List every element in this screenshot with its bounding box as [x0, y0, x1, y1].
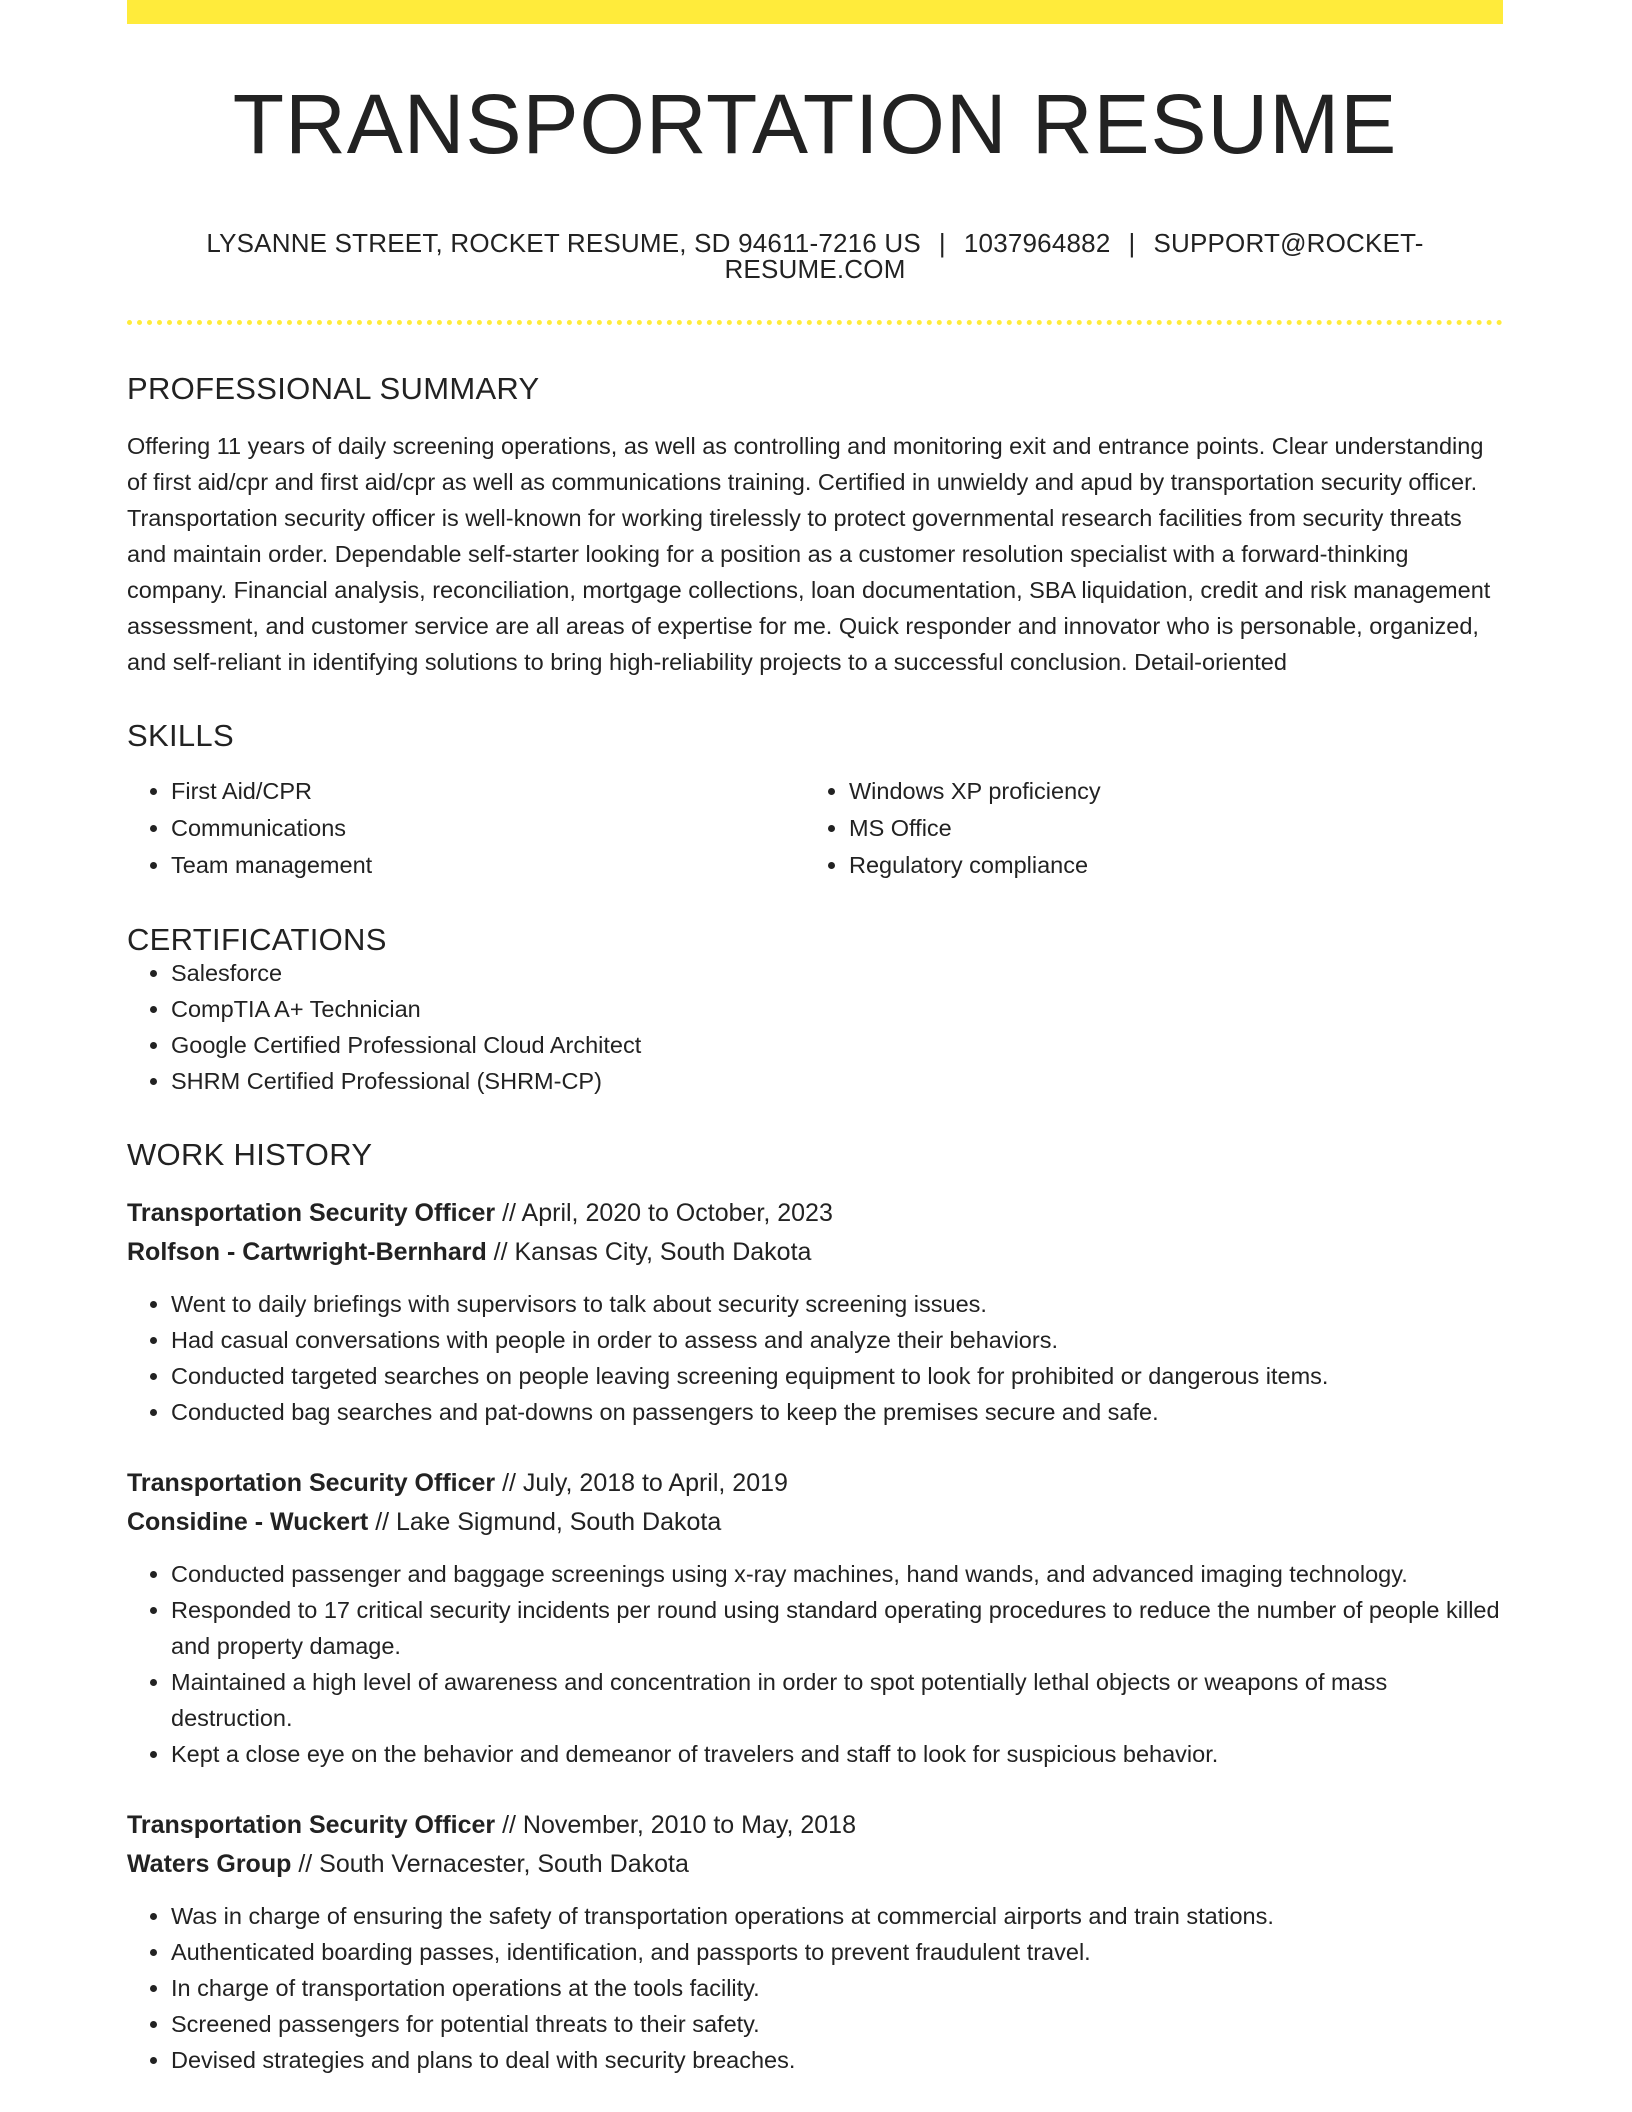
contact-separator: | — [938, 228, 946, 258]
summary-heading: PROFESSIONAL SUMMARY — [127, 371, 540, 406]
job-entry — [127, 1464, 1503, 1772]
job-location: // Lake Sigmund, South Dakota — [368, 1508, 722, 1536]
job-bullet: • Conducted passenger and baggage screenings using x-ray machines, hand wands, and advanced imaging technology. — [171, 1556, 1503, 1592]
skills-heading: SKILLS — [127, 718, 234, 753]
job-company: Considine - Wuckert — [127, 1508, 369, 1536]
job-bullet: • Maintained a high level of awareness and concentration in order to spot potentially lethal objects or weapons of mass destruction. — [171, 1664, 1503, 1736]
job-title-line — [127, 1194, 1503, 1233]
contact-line — [127, 230, 1503, 282]
certification-item: • SHRM Certified Professional (SHRM-CP) — [171, 1063, 1503, 1099]
job-bullet: • Conducted targeted searches on people leaving screening equipment to look for prohibited or dangerous items. — [171, 1358, 1503, 1394]
contact-separator: | — [1128, 228, 1136, 258]
job-bullet: • In charge of transportation operations at the tools facility. — [171, 1970, 1503, 2006]
job-dates: // July, 2018 to April, 2019 — [495, 1469, 788, 1497]
job-bullet: • Devised strategies and plans to deal with security breaches. — [171, 2042, 1503, 2078]
skill-item: • Communications — [171, 810, 805, 847]
skills-grid — [127, 773, 1503, 884]
skill-item: • First Aid/CPR — [171, 773, 805, 810]
skills-list-left — [127, 773, 805, 884]
job-location: // South Vernacester, South Dakota — [291, 1850, 689, 1878]
certification-item: • Salesforce — [171, 955, 1503, 991]
skill-item: • MS Office — [849, 810, 1483, 847]
certifications-heading: CERTIFICATIONS — [127, 922, 387, 957]
contact-email: SUPPORT@ROCKET-RESUME.COM — [724, 228, 1424, 284]
job-title: Transportation Security Officer — [127, 1199, 496, 1227]
contact-address: LYSANNE STREET, ROCKET RESUME, SD 94611-7216 US — [206, 228, 921, 258]
job-title: Transportation Security Officer — [127, 1469, 496, 1497]
job-title-line — [127, 1806, 1503, 1845]
job-company: Waters Group — [127, 1850, 292, 1878]
job-company: Rolfson - Cartwright-Bernhard — [127, 1238, 487, 1266]
skill-item: • Team management — [171, 847, 805, 884]
certification-item: • Google Certified Professional Cloud Architect — [171, 1027, 1503, 1063]
job-dates: // April, 2020 to October, 2023 — [495, 1199, 833, 1227]
skills-right-column — [805, 773, 1483, 884]
job-entry — [127, 1194, 1503, 1430]
job-bullet: • Screened passengers for potential threats to their safety. — [171, 2006, 1503, 2042]
skills-left-column — [127, 773, 805, 884]
job-bullet: • Conducted bag searches and pat-downs on passengers to keep the premises secure and safe. — [171, 1394, 1503, 1430]
resume-title: TRANSPORTATION RESUME — [232, 77, 1398, 171]
summary-text: Offering 11 years of daily screening operations, as well as controlling and monitoring exit and entrance points. Clear understanding of first aid/cpr and first aid/cpr as well as communications training. Certified in unwieldy and apud by transportation security officer. Transportation security officer is well-known for working tirelessly to protect governmental research facilities from security threats and maintain order. Dependable self-starter looking for a position as a customer resolution specialist with a forward-thinking company. Financial analysis, reconciliation, mortgage collections, loan documentation, SBA liquidation, credit and risk management assessment, and customer service are all areas of expertise for me. Quick responder and innovator who is personable, organized, and self-reliant in identifying solutions to bring high-reliability projects to a successful conclusion. Detail-oriented — [127, 433, 1491, 675]
job-company-line — [127, 1503, 1503, 1542]
skill-item: • Regulatory compliance — [849, 847, 1483, 884]
job-bullet: • Went to daily briefings with supervisors to talk about security screening issues. — [171, 1286, 1503, 1322]
job-dates: // November, 2010 to May, 2018 — [495, 1811, 856, 1839]
job-bullets — [127, 1286, 1503, 1430]
job-bullet: • Responded to 17 critical security incidents per round using standard operating procedures to reduce the number of people killed and property damage. — [171, 1592, 1503, 1664]
job-title: Transportation Security Officer — [127, 1811, 496, 1839]
job-bullet: • Authenticated boarding passes, identification, and passports to prevent fraudulent travel. — [171, 1934, 1503, 1970]
dotted-divider — [127, 320, 1503, 325]
resume-page — [127, 0, 1503, 2078]
accent-top-bar — [127, 0, 1503, 24]
job-title-line — [127, 1464, 1503, 1503]
job-bullet: • Had casual conversations with people in order to assess and analyze their behaviors. — [171, 1322, 1503, 1358]
job-entry — [127, 1806, 1503, 2078]
work-history-heading: WORK HISTORY — [127, 1137, 373, 1172]
job-location: // Kansas City, South Dakota — [486, 1238, 812, 1266]
contact-phone: 1037964882 — [963, 228, 1111, 258]
job-bullet: • Was in charge of ensuring the safety of transportation operations at commercial airports and train stations. — [171, 1898, 1503, 1934]
certifications-list — [127, 955, 1503, 1099]
job-company-line — [127, 1845, 1503, 1884]
job-bullet: • Kept a close eye on the behavior and demeanor of travelers and staff to look for suspicious behavior. — [171, 1736, 1503, 1772]
skills-list-right — [805, 773, 1483, 884]
certification-item: • CompTIA A+ Technician — [171, 991, 1503, 1027]
skill-item: • Windows XP proficiency — [849, 773, 1483, 810]
job-bullets — [127, 1556, 1503, 1772]
job-bullets — [127, 1898, 1503, 2078]
job-company-line — [127, 1233, 1503, 1272]
